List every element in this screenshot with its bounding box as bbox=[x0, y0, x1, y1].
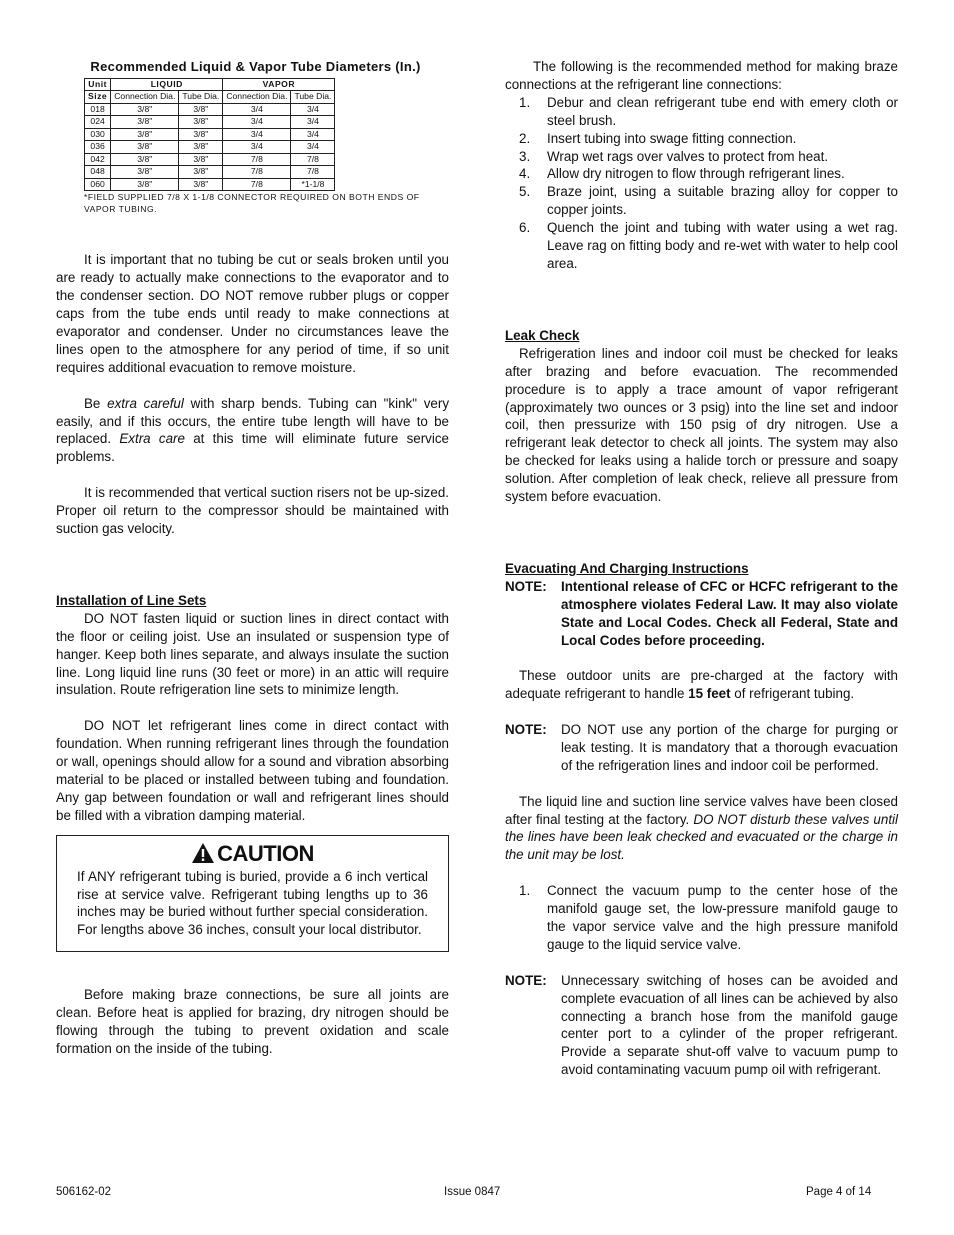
table-cell: 3/4 bbox=[223, 141, 291, 154]
table-header-vapor: VAPOR bbox=[223, 78, 335, 91]
note-label: NOTE: bbox=[505, 722, 547, 738]
text-run: of refrigerant tubing. bbox=[730, 686, 855, 702]
table-cell: 3/4 bbox=[291, 141, 335, 154]
step-number: 1. bbox=[519, 94, 531, 110]
table-row bbox=[85, 141, 335, 154]
note-text: Unnecessary switching of hoses can be avoided and complete evacuation of all lines can be achieved by also connecting a branch hose from the manifold gauge center port to a cylinder of the proper refrigerant. Provide a separate shut-off valve to vacuum pump to avoid contaminating vacuum pump oil with refrigerant. bbox=[561, 972, 898, 1078]
table-row bbox=[85, 116, 335, 129]
step-text: Quench the joint and tubing with water using a wet rag. Leave rag on fitting body and re-wet with water to help cool area. bbox=[547, 220, 898, 271]
table-header-unit: Unit bbox=[85, 78, 111, 91]
paragraph-leak-check: Refrigeration lines and indoor coil must be checked for leaks after brazing and before evacuation. The recommended procedure is to apply a trace amount of vapor refrigerant (approximately two ounces or 3 psig) into the line set and indoor coil, then pressurize with 150 psig of dry nitrogen. Use a refrigerant leak detector to check all joints. The system may also be checked for leaks using a halide torch or pressure and soapy solution. After completion of leak check, relieve all pressure from system before evacuation. bbox=[505, 345, 898, 505]
emphasis-text: DO NOT disturb these valves until the lines have been leak checked and evacuated or the charge in the unit may be lost. bbox=[505, 811, 898, 863]
table-cell: 7/8 bbox=[291, 153, 335, 166]
paragraph-braze-clean: Before making braze connections, be sure all joints are clean. Before heat is applied for brazing, dry nitrogen should be flowing through the tubing to prevent oxidation and scale formation on the inside of the tubing. bbox=[56, 987, 449, 1056]
emphasis-text: extra careful bbox=[107, 395, 184, 411]
text-run: These outdoor units are pre-charged at the factory with adequate refrigerant to handle bbox=[505, 668, 898, 702]
table-subheader: Tube Dia. bbox=[179, 91, 223, 104]
caution-text: If ANY refrigerant tubing is buried, provide a 6 inch vertical rise at service valve. Refrigerant tubing lengths up to 36 inches may be buried without further special consideration. For lengths above 36 inches, consult your local distributor. bbox=[77, 868, 428, 938]
tube-diameter-table bbox=[84, 78, 335, 192]
table-subheader: Tube Dia. bbox=[291, 91, 335, 104]
caution-label: CAUTION bbox=[217, 840, 314, 866]
heading-installation: Installation of Line Sets bbox=[56, 592, 207, 608]
table-cell: 3/8" bbox=[179, 116, 223, 129]
step-text: Insert tubing into swage fitting connection. bbox=[547, 130, 797, 146]
table-cell: 3/8" bbox=[111, 153, 179, 166]
table-cell: *1-1/8 bbox=[291, 178, 335, 191]
bold-text: 15 feet bbox=[688, 686, 731, 702]
table-cell: 3/4 bbox=[291, 103, 335, 116]
table-cell: 3/8" bbox=[111, 178, 179, 191]
heading-evacuating: Evacuating And Charging Instructions bbox=[505, 560, 749, 576]
list-item bbox=[505, 219, 898, 273]
note-text: Intentional release of CFC or HCFC refrigerant to the atmosphere violates Federal Law. It may also violate State and Local Codes. Check all Federal, State and Local Codes before proceeding. bbox=[561, 578, 898, 648]
table-row bbox=[85, 178, 335, 191]
table-cell: 018 bbox=[85, 103, 111, 116]
text-run: at this time will eliminate future service problems. bbox=[56, 431, 449, 465]
table-cell: 036 bbox=[85, 141, 111, 154]
table-cell: 7/8 bbox=[223, 178, 291, 191]
table-cell: 3/8" bbox=[111, 128, 179, 141]
step-text: Allow dry nitrogen to flow through refrigerant lines. bbox=[547, 166, 845, 182]
paragraph-braze-method: The following is the recommended method for making braze connections at the refrigerant line connections: bbox=[505, 59, 898, 92]
caution-box bbox=[56, 835, 449, 953]
list-item bbox=[505, 882, 898, 954]
heading-leak-check: Leak Check bbox=[505, 327, 580, 343]
table-row bbox=[85, 166, 335, 179]
paragraph-suction-risers: It is recommended that vertical suction risers not be up-sized. Proper oil return to the compressor should be maintained with suction gas velocity. bbox=[56, 485, 449, 536]
paragraph-foundation: DO NOT let refrigerant lines come in direct contact with foundation. When running refrigerant lines through the foundation or wall, openings should allow for a sound and vibration absorbing material to be placed or installed between tubing and foundation. Any gap between foundation or wall and refrigerant lines should be filled with a vibration damping material. bbox=[56, 718, 449, 823]
note-switching-hoses bbox=[505, 972, 898, 1079]
table-cell: 3/8" bbox=[179, 178, 223, 191]
table-cell: 048 bbox=[85, 166, 111, 179]
table-cell: 3/8" bbox=[179, 166, 223, 179]
table-cell: 060 bbox=[85, 178, 111, 191]
vacuum-steps-list bbox=[505, 882, 898, 954]
table-cell: 042 bbox=[85, 153, 111, 166]
emphasis-text: Extra care bbox=[119, 431, 185, 447]
warning-triangle-icon bbox=[191, 842, 215, 864]
table-row bbox=[85, 153, 335, 166]
paragraph-precharge bbox=[505, 667, 898, 703]
list-item bbox=[505, 148, 898, 166]
step-text: Debur and clean refrigerant tube end with emery cloth or steel brush. bbox=[547, 94, 898, 128]
table-cell: 3/8" bbox=[111, 103, 179, 116]
paragraph-service-valves bbox=[505, 793, 898, 865]
table-cell: 3/4 bbox=[223, 103, 291, 116]
table-header-size: Size bbox=[85, 91, 111, 104]
footer-page-number: Page 4 of 14 bbox=[806, 1186, 872, 1198]
table-row bbox=[85, 128, 335, 141]
table-cell: 7/8 bbox=[223, 153, 291, 166]
caution-title bbox=[77, 840, 428, 868]
note-charge-purging bbox=[505, 721, 898, 775]
table-cell: 024 bbox=[85, 116, 111, 129]
step-number: 6. bbox=[519, 220, 531, 236]
table-cell: 3/8" bbox=[179, 103, 223, 116]
list-item bbox=[505, 183, 898, 219]
table-title: Recommended Liquid & Vapor Tube Diameters (In.) bbox=[90, 59, 421, 74]
paragraph-sharp-bends bbox=[56, 395, 449, 467]
list-item bbox=[505, 94, 898, 130]
table-row bbox=[85, 103, 335, 116]
step-number: 5. bbox=[519, 184, 531, 200]
table-cell: 3/8" bbox=[111, 166, 179, 179]
table-cell: 3/4 bbox=[291, 128, 335, 141]
note-label: NOTE: bbox=[505, 578, 547, 594]
text-run: with sharp bends. Tubing can "kink" very easily, and if this occurs, the entire tube length will have to be replaced. bbox=[56, 395, 450, 447]
note-federal-law bbox=[505, 578, 898, 650]
paragraph-tubing-seals: It is important that no tubing be cut or seals broken until you are ready to actually make connections to the evaporator and to the condenser section. DO NOT remove rubber plugs or copper caps from the tube ends until ready to make connections at evaporator and condenser. Under no circumstances leave the lines open to the atmosphere for any period of time, if so unit requires additional evacuation to remove moisture. bbox=[56, 252, 449, 375]
table-subheader: Connection Dia. bbox=[223, 91, 291, 104]
table-cell: 3/4 bbox=[291, 116, 335, 129]
table-subheader: Connection Dia. bbox=[111, 91, 179, 104]
table-cell: 030 bbox=[85, 128, 111, 141]
text-run: Be bbox=[84, 395, 108, 411]
step-number: 2. bbox=[519, 130, 531, 146]
braze-steps-list bbox=[505, 94, 898, 273]
step-text: Braze joint, using a suitable brazing alloy for copper to copper joints. bbox=[547, 184, 898, 218]
right-column bbox=[505, 58, 898, 1079]
step-number: 3. bbox=[519, 148, 531, 164]
note-text: DO NOT use any portion of the charge for purging or leak testing. It is mandatory that a thorough evacuation of the refrigeration lines and indoor coil be performed. bbox=[561, 722, 898, 773]
table-cell: 3/8" bbox=[179, 153, 223, 166]
table-footnote: *FIELD SUPPLIED 7/8 X 1-1/8 CONNECTOR REQUIRED ON BOTH ENDS OF VAPOR TUBING. bbox=[84, 192, 420, 215]
step-text: Wrap wet rags over valves to protect from heat. bbox=[547, 148, 829, 164]
list-item bbox=[505, 165, 898, 183]
table-cell: 7/8 bbox=[223, 166, 291, 179]
footer-doc-number: 506162-02 bbox=[56, 1186, 111, 1198]
left-column bbox=[56, 58, 449, 1058]
text-run: The liquid line and suction line service valves have been closed after final testing at the factory. bbox=[505, 793, 898, 827]
table-cell: 3/4 bbox=[223, 128, 291, 141]
table-cell: 7/8 bbox=[291, 166, 335, 179]
table-cell: 3/8" bbox=[179, 128, 223, 141]
list-item bbox=[505, 130, 898, 148]
footer-issue: Issue 0847 bbox=[444, 1186, 501, 1198]
table-header-liquid: LIQUID bbox=[111, 78, 223, 91]
table-cell: 3/4 bbox=[223, 116, 291, 129]
step-text: Connect the vacuum pump to the center hose of the manifold gauge set, the low-pressure manifold gauge to the vapor service valve and the high pressure manifold gauge to the liquid service valve. bbox=[547, 883, 898, 952]
note-label: NOTE: bbox=[505, 972, 547, 988]
step-number: 1. bbox=[519, 883, 531, 899]
step-number: 4. bbox=[519, 166, 531, 182]
paragraph-fasten-lines: DO NOT fasten liquid or suction lines in direct contact with the floor or ceiling joist. Use an insulated or suspension type of hanger. Keep both lines separate, and always insulate the suction line. Long liquid line runs (30 feet or more) in an attic will require insulation. Route refrigeration line sets to minimize length. bbox=[56, 610, 449, 698]
table-cell: 3/8" bbox=[179, 141, 223, 154]
table-cell: 3/8" bbox=[111, 141, 179, 154]
table-cell: 3/8" bbox=[111, 116, 179, 129]
